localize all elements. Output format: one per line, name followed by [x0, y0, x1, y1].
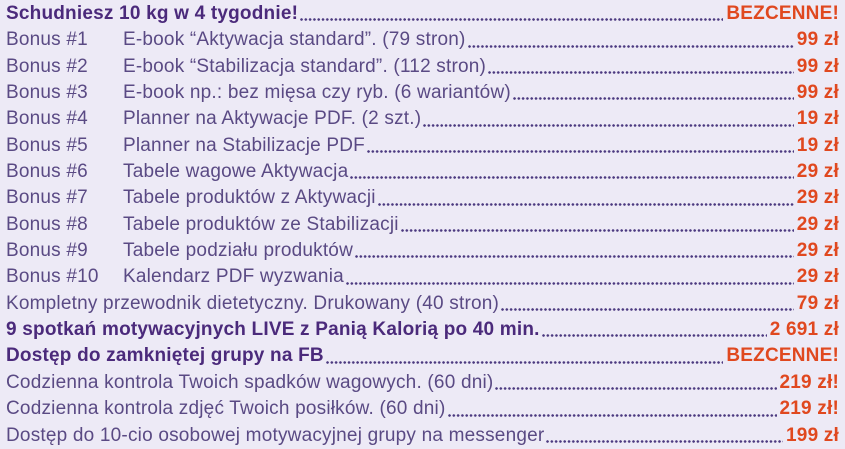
item-title: Dostęp do zamkniętej grupy na FB	[6, 345, 324, 367]
bonus-label: Bonus #5	[6, 134, 88, 156]
item-title: Dostęp do 10-cio osobowej motywacyjnej grupy na messenger	[6, 424, 545, 446]
item-title: Kalendarz PDF wyzwania	[123, 266, 344, 288]
price-row	[6, 133, 839, 159]
price-row	[6, 317, 839, 343]
item-price: 19 zł	[796, 108, 839, 130]
item-title: Tabele wagowe Aktywacja	[123, 161, 349, 183]
price-row	[6, 1, 839, 27]
dot-leader	[401, 229, 794, 232]
price-row	[6, 238, 839, 264]
dot-leader	[501, 308, 794, 311]
price-row	[6, 159, 839, 185]
item-price: 29 zł	[796, 213, 839, 235]
dot-leader	[350, 176, 793, 179]
item-title: Tabele produktów z Aktywacji	[123, 187, 376, 209]
item-title: Kompletny przewodnik dietetyczny. Drukowany (40 stron)	[6, 292, 500, 314]
item-title: E-book np.: bez mięsa czy ryb. (6 wariantów)	[123, 82, 511, 104]
dot-leader	[367, 150, 794, 153]
price-row	[6, 54, 839, 80]
bonus-label: Bonus #9	[6, 240, 88, 262]
price-row	[6, 27, 839, 53]
dot-leader	[300, 18, 723, 21]
dot-leader	[378, 203, 794, 206]
bonus-label: Bonus #4	[6, 108, 88, 130]
item-price: BEZCENNE!	[726, 345, 839, 367]
bonus-label: Bonus #8	[6, 213, 88, 235]
item-price: 99 zł	[796, 29, 839, 51]
item-price: 79 zł	[796, 292, 839, 314]
price-row	[6, 370, 839, 396]
item-title: Planner na Aktywacje PDF. (2 szt.)	[123, 108, 422, 130]
price-row	[6, 264, 839, 290]
bonus-label: Bonus #7	[6, 187, 88, 209]
price-row	[6, 343, 839, 369]
item-price: 199 zł	[786, 424, 839, 446]
dot-leader	[495, 387, 776, 390]
price-row	[6, 106, 839, 132]
dot-leader	[546, 440, 783, 443]
price-row	[6, 80, 839, 106]
price-row	[6, 185, 839, 211]
item-price: 2 691 zł	[769, 319, 839, 341]
item-price: 99 zł	[796, 55, 839, 77]
dot-leader	[542, 334, 767, 337]
bonus-label: Bonus #10	[6, 266, 99, 288]
item-price: 29 zł	[796, 240, 839, 262]
bonus-label: Bonus #3	[6, 82, 88, 104]
bonus-label: Bonus #2	[6, 55, 88, 77]
bonus-label: Bonus #6	[6, 161, 88, 183]
dot-leader	[355, 255, 794, 258]
dot-leader	[448, 414, 777, 417]
bonus-label: Bonus #1	[6, 29, 88, 51]
item-price: 29 zł	[796, 187, 839, 209]
item-price: 29 zł	[796, 161, 839, 183]
item-title: Tabele podziału produktów	[123, 240, 353, 262]
item-title: Tabele produktów ze Stabilizacji	[123, 213, 399, 235]
price-row	[6, 423, 839, 449]
item-title: Codzienna kontrola zdjęć Twoich posiłków. (60 dni)	[6, 398, 446, 420]
price-row	[6, 212, 839, 238]
item-title: 9 spotkań motywacyjnych LIVE z Panią Kalorią po 40 min.	[6, 319, 540, 341]
dot-leader	[513, 97, 794, 100]
price-row	[6, 396, 839, 422]
dot-leader	[326, 361, 724, 364]
item-title: Codzienna kontrola Twoich spadków wagowych. (60 dni)	[6, 371, 494, 393]
dot-leader	[488, 71, 794, 74]
item-price: 99 zł	[796, 82, 839, 104]
item-title: Planner na Stabilizacje PDF	[123, 134, 365, 156]
item-title: E-book “Aktywacja standard”. (79 stron)	[123, 29, 466, 51]
item-price: 219 zł!	[779, 371, 839, 393]
item-price: 219 zł!	[779, 398, 839, 420]
item-price: 19 zł	[796, 134, 839, 156]
dot-leader	[346, 282, 794, 285]
dot-leader	[468, 45, 794, 48]
price-row	[6, 291, 839, 317]
item-title: Schudniesz 10 kg w 4 tygodnie!	[6, 3, 299, 24]
item-price: BEZCENNE!	[726, 3, 839, 24]
dot-leader	[423, 124, 794, 127]
item-price: 29 zł	[796, 266, 839, 288]
item-title: E-book “Stabilizacja standard”. (112 stron)	[123, 55, 487, 77]
